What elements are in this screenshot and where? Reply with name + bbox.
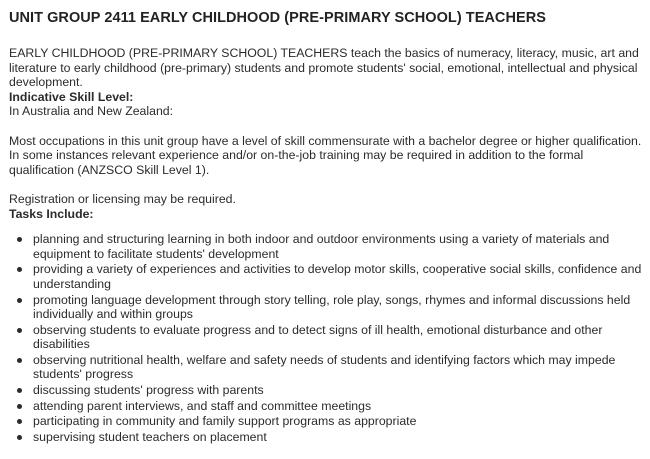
task-item [9, 383, 644, 398]
task-text: observing students to evaluate progress and to detect signs of ill health, emotional disturbance and other disabilities [33, 322, 603, 352]
spacer [9, 119, 644, 134]
bullet-icon [17, 388, 22, 393]
tasks-list [9, 232, 644, 444]
occupation-description: EARLY CHILDHOOD (PRE-PRIMARY SCHOOL) TEACHERS teach the basics of numeracy, literacy, music, art and literature to early childhood (pre-primary) students and promote students' social, emotional, intellectual and physical development. [9, 46, 639, 90]
task-text: discussing students' progress with parents [33, 383, 264, 398]
skill-level-description: Most occupations in this unit group have a level of skill commensurate with a bachelor degree or higher qualification. In some instances relevant experience and/or on-the-job training may be required in addition to the formal qualification (ANZSCO Skill Level 1). [9, 133, 642, 177]
task-item [9, 353, 644, 382]
skill-level-heading: Indicative Skill Level: [9, 89, 134, 104]
bullet-icon [17, 328, 22, 333]
tasks-heading: Tasks Include: [9, 206, 94, 221]
registration-note: Registration or licensing may be required. [9, 191, 236, 206]
bullet-icon [17, 358, 22, 363]
bullet-icon [17, 404, 22, 409]
task-item [9, 399, 644, 414]
bullet-icon [17, 298, 22, 303]
task-item [9, 232, 644, 261]
task-text: participating in community and family support programs as appropriate [33, 414, 417, 429]
task-text: attending parent interviews, and staff and committee meetings [33, 398, 372, 413]
task-text: planning and structuring learning in both indoor and outdoor environments using a variety of materials and equipment to facilitate students' development [33, 232, 610, 261]
task-text: observing nutritional health, welfare and safety needs of students and identifying factors which may impede students' progress [33, 352, 616, 382]
task-item [9, 323, 644, 352]
spacer [9, 177, 644, 192]
task-text: supervising student teachers on placement [33, 429, 267, 444]
task-text: providing a variety of experiences and activities to develop motor skills, cooperative social skills, confidence and understanding [33, 262, 642, 291]
page-title: UNIT GROUP 2411 EARLY CHILDHOOD (PRE-PRIMARY SCHOOL) TEACHERS [9, 10, 546, 26]
bullet-icon [17, 419, 22, 424]
task-item [9, 430, 644, 445]
region-label: In Australia and New Zealand: [9, 104, 174, 119]
bullet-icon [17, 435, 22, 440]
task-item [9, 414, 644, 429]
bullet-icon [17, 267, 22, 272]
bullet-icon [17, 237, 22, 242]
task-text: promoting language development through story telling, role play, songs, rhymes and informal discussions held individually and within groups [33, 292, 631, 322]
task-item [9, 262, 644, 291]
task-item [9, 293, 644, 322]
